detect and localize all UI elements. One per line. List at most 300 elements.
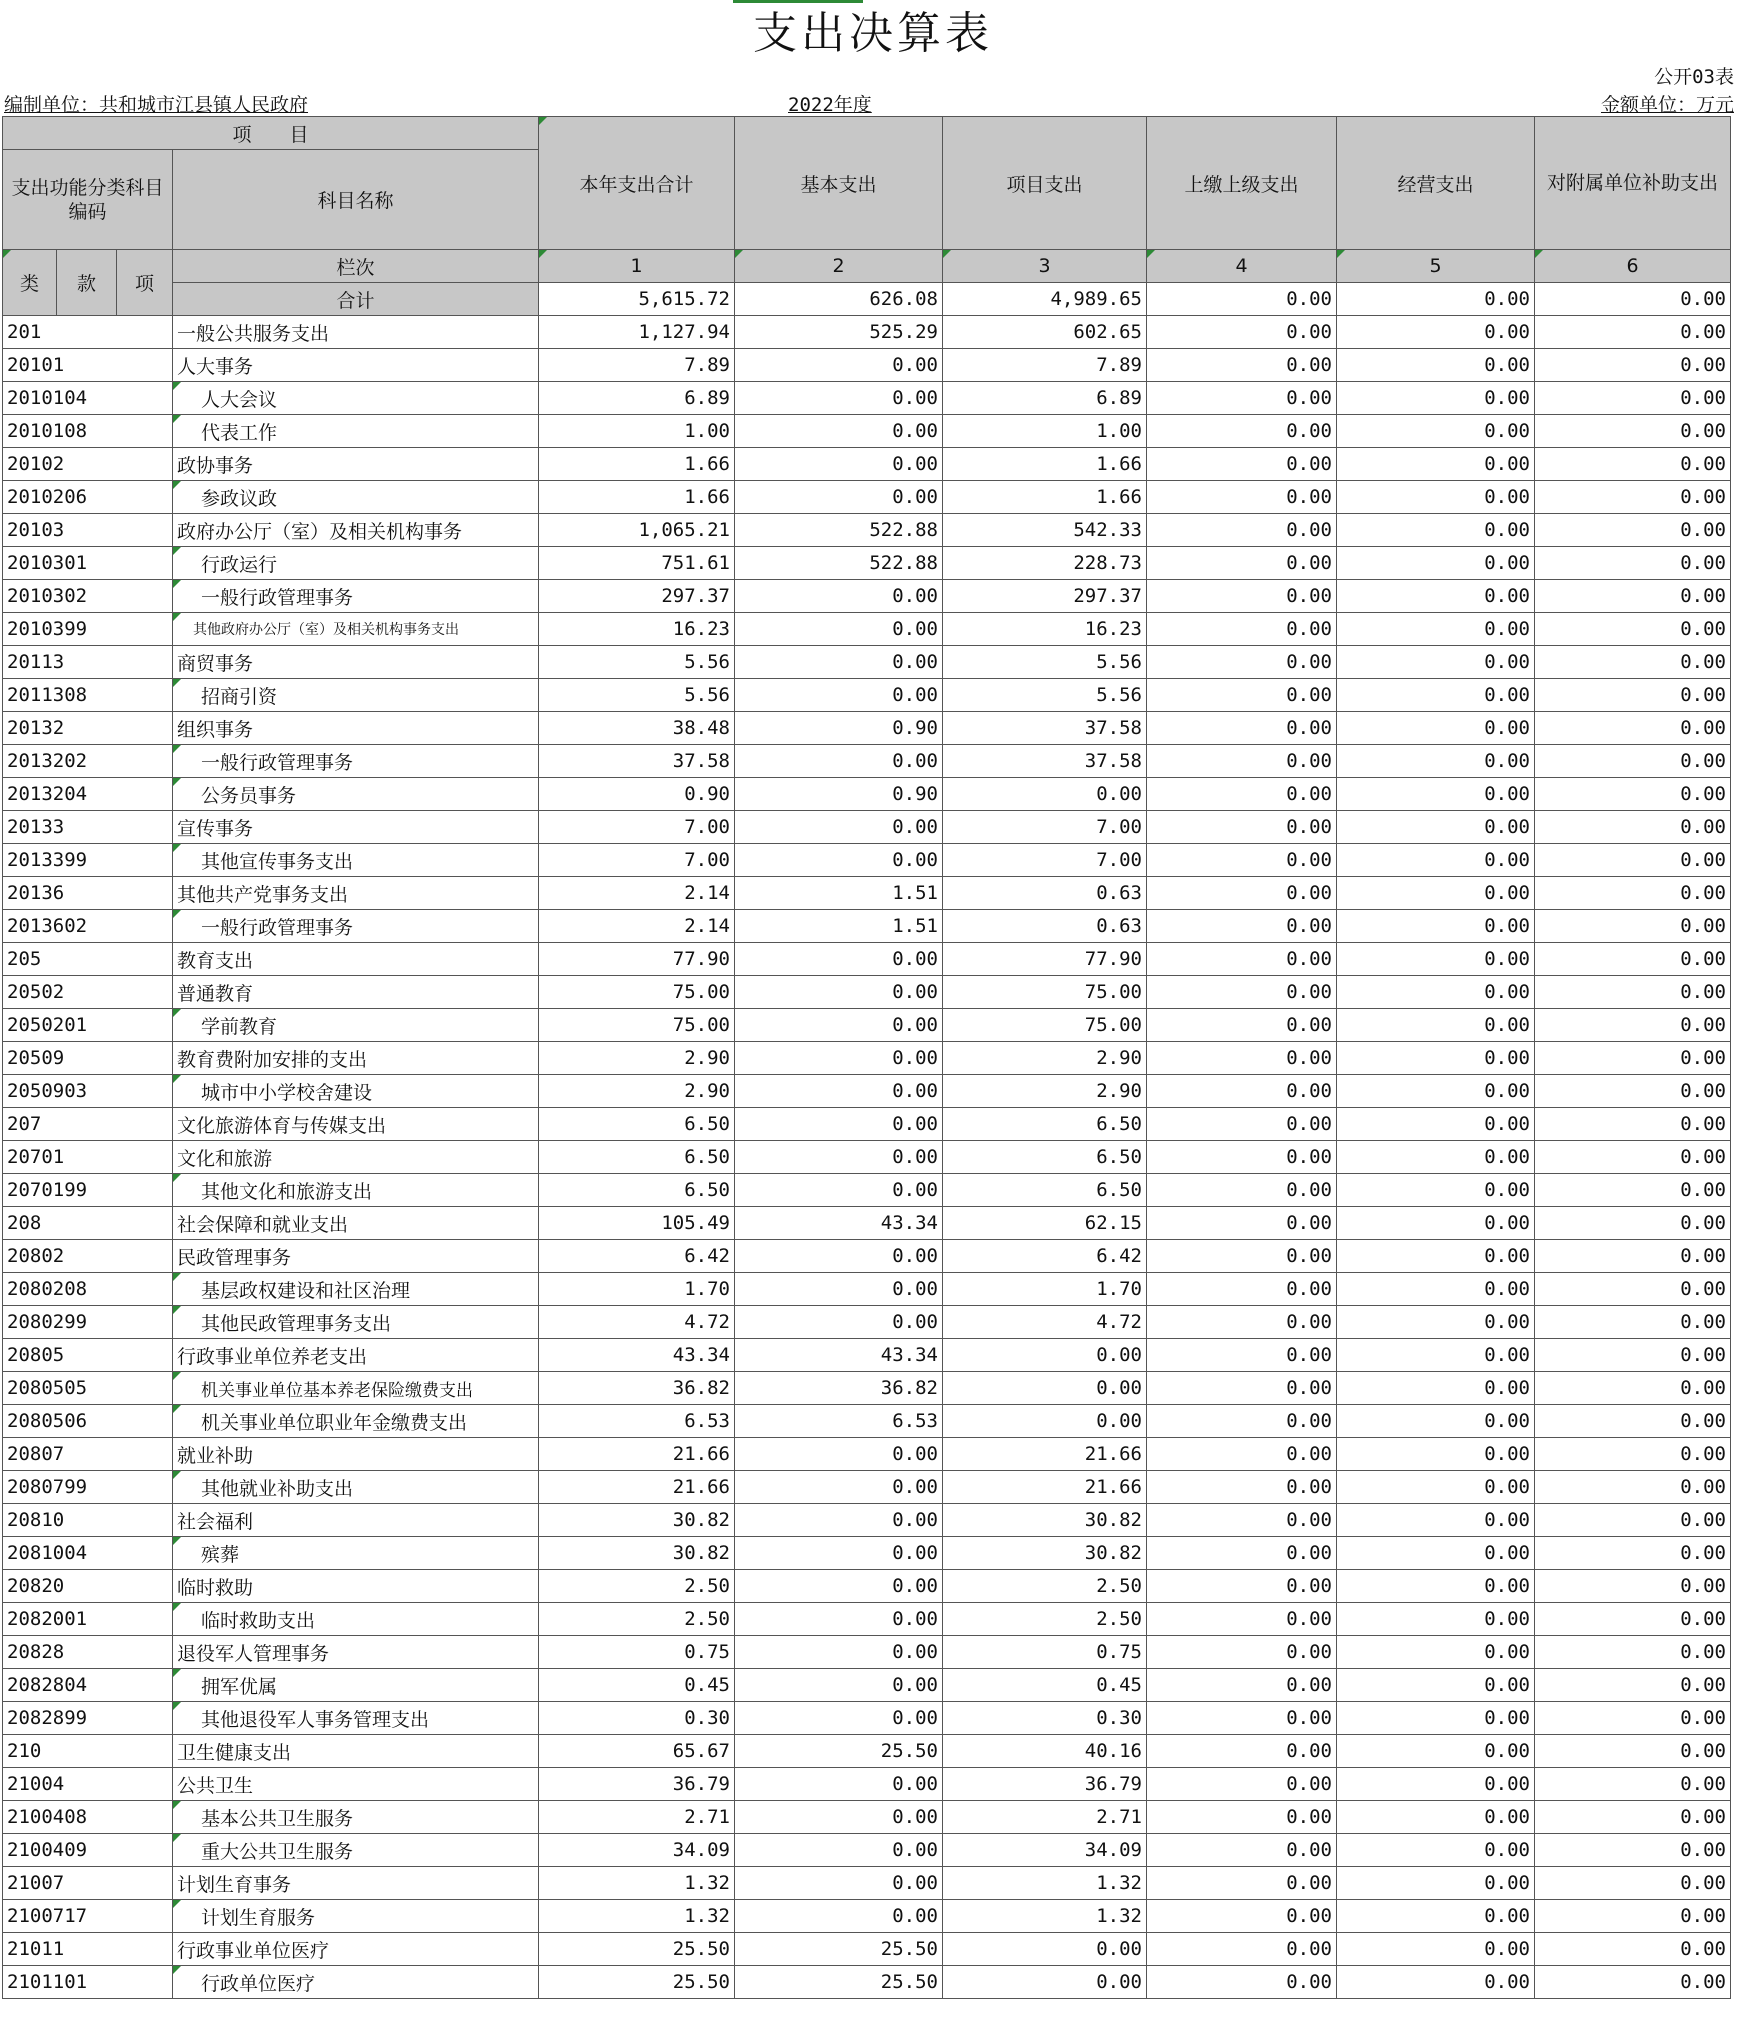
amount-cell[interactable]: 0.00 (1147, 745, 1337, 778)
subject-name-cell[interactable]: 其他退役军人事务管理支出 (173, 1702, 539, 1735)
amount-cell[interactable]: 0.00 (1535, 514, 1731, 547)
subject-name-cell[interactable]: 退役军人管理事务 (173, 1636, 539, 1669)
amount-cell[interactable]: 0.00 (735, 1834, 943, 1867)
amount-cell[interactable]: 0.00 (735, 811, 943, 844)
amount-cell[interactable]: 0.00 (1535, 1042, 1731, 1075)
amount-cell[interactable]: 0.00 (1535, 1603, 1731, 1636)
amount-cell[interactable]: 0.00 (1535, 1735, 1731, 1768)
amount-cell[interactable]: 0.00 (1337, 448, 1535, 481)
total-cell[interactable]: 0.00 (1535, 283, 1731, 316)
subject-code-cell[interactable]: 20103 (3, 514, 173, 547)
amount-cell[interactable]: 7.00 (943, 811, 1147, 844)
amount-cell[interactable]: 0.00 (943, 1339, 1147, 1372)
amount-cell[interactable]: 1.32 (943, 1900, 1147, 1933)
subject-name-cell[interactable]: 宣传事务 (173, 811, 539, 844)
amount-cell[interactable]: 0.75 (943, 1636, 1147, 1669)
amount-cell[interactable]: 0.00 (1337, 1108, 1535, 1141)
amount-cell[interactable]: 0.63 (943, 910, 1147, 943)
amount-cell[interactable]: 2.50 (539, 1603, 735, 1636)
amount-cell[interactable]: 7.89 (539, 349, 735, 382)
amount-cell[interactable]: 522.88 (735, 547, 943, 580)
amount-cell[interactable]: 0.00 (1337, 415, 1535, 448)
amount-cell[interactable]: 1,065.21 (539, 514, 735, 547)
subject-code-cell[interactable]: 210 (3, 1735, 173, 1768)
amount-cell[interactable]: 0.00 (1337, 811, 1535, 844)
amount-cell[interactable]: 0.00 (735, 1438, 943, 1471)
amount-cell[interactable]: 0.00 (1535, 1801, 1731, 1834)
amount-cell[interactable]: 0.00 (1147, 514, 1337, 547)
amount-cell[interactable]: 0.00 (735, 481, 943, 514)
amount-cell[interactable]: 0.00 (1147, 1537, 1337, 1570)
amount-cell[interactable]: 0.00 (1337, 1471, 1535, 1504)
subject-code-cell[interactable]: 2050903 (3, 1075, 173, 1108)
amount-cell[interactable]: 0.00 (1147, 1207, 1337, 1240)
amount-cell[interactable]: 2.90 (539, 1075, 735, 1108)
amount-cell[interactable]: 0.00 (1535, 1438, 1731, 1471)
amount-cell[interactable]: 0.00 (1535, 1009, 1731, 1042)
amount-cell[interactable]: 5.56 (539, 646, 735, 679)
subject-code-cell[interactable]: 2082804 (3, 1669, 173, 1702)
amount-cell[interactable]: 0.00 (735, 1240, 943, 1273)
amount-cell[interactable]: 0.00 (1337, 1768, 1535, 1801)
amount-cell[interactable]: 0.00 (1337, 1900, 1535, 1933)
amount-cell[interactable]: 0.00 (1337, 1339, 1535, 1372)
amount-cell[interactable]: 0.45 (539, 1669, 735, 1702)
subject-name-cell[interactable]: 一般行政管理事务 (173, 580, 539, 613)
amount-cell[interactable]: 34.09 (943, 1834, 1147, 1867)
amount-cell[interactable]: 36.79 (943, 1768, 1147, 1801)
amount-cell[interactable]: 0.00 (1535, 1966, 1731, 1999)
subject-code-cell[interactable]: 20807 (3, 1438, 173, 1471)
subject-code-cell[interactable]: 205 (3, 943, 173, 976)
amount-cell[interactable]: 6.50 (943, 1108, 1147, 1141)
amount-cell[interactable]: 0.00 (1147, 1801, 1337, 1834)
amount-cell[interactable]: 0.00 (735, 1801, 943, 1834)
subject-name-cell[interactable]: 人大事务 (173, 349, 539, 382)
subject-code-cell[interactable]: 20802 (3, 1240, 173, 1273)
subject-name-cell[interactable]: 商贸事务 (173, 646, 539, 679)
subject-code-cell[interactable]: 20102 (3, 448, 173, 481)
amount-cell[interactable]: 0.00 (1535, 1339, 1731, 1372)
amount-cell[interactable]: 0.00 (1147, 1009, 1337, 1042)
amount-cell[interactable]: 0.00 (735, 1867, 943, 1900)
amount-cell[interactable]: 16.23 (943, 613, 1147, 646)
amount-cell[interactable]: 1.00 (943, 415, 1147, 448)
amount-cell[interactable]: 0.00 (1535, 1669, 1731, 1702)
amount-cell[interactable]: 0.00 (1535, 877, 1731, 910)
amount-cell[interactable]: 0.00 (1337, 1438, 1535, 1471)
amount-cell[interactable]: 0.00 (1535, 481, 1731, 514)
amount-cell[interactable]: 0.00 (735, 1768, 943, 1801)
amount-cell[interactable]: 6.89 (943, 382, 1147, 415)
amount-cell[interactable]: 0.00 (1535, 382, 1731, 415)
amount-cell[interactable]: 43.34 (735, 1339, 943, 1372)
amount-cell[interactable]: 1,127.94 (539, 316, 735, 349)
amount-cell[interactable]: 0.00 (735, 1570, 943, 1603)
amount-cell[interactable]: 0.00 (735, 613, 943, 646)
amount-cell[interactable]: 0.00 (1535, 349, 1731, 382)
amount-cell[interactable]: 21.66 (539, 1438, 735, 1471)
amount-cell[interactable]: 0.00 (1337, 1933, 1535, 1966)
amount-cell[interactable]: 1.70 (539, 1273, 735, 1306)
amount-cell[interactable]: 4.72 (943, 1306, 1147, 1339)
amount-cell[interactable]: 6.89 (539, 382, 735, 415)
amount-cell[interactable]: 0.00 (1535, 679, 1731, 712)
amount-cell[interactable]: 0.00 (735, 382, 943, 415)
amount-cell[interactable]: 37.58 (943, 712, 1147, 745)
amount-cell[interactable]: 0.00 (735, 745, 943, 778)
subject-code-cell[interactable]: 20113 (3, 646, 173, 679)
amount-cell[interactable]: 1.66 (943, 448, 1147, 481)
amount-cell[interactable]: 1.00 (539, 415, 735, 448)
amount-cell[interactable]: 25.50 (539, 1933, 735, 1966)
subject-code-cell[interactable]: 20136 (3, 877, 173, 910)
subject-code-cell[interactable]: 2080799 (3, 1471, 173, 1504)
amount-cell[interactable]: 0.00 (1337, 1075, 1535, 1108)
amount-cell[interactable]: 0.00 (1337, 1867, 1535, 1900)
amount-cell[interactable]: 0.00 (735, 1471, 943, 1504)
amount-cell[interactable]: 0.00 (1535, 1504, 1731, 1537)
amount-cell[interactable]: 0.00 (943, 1372, 1147, 1405)
subject-name-cell[interactable]: 参政议政 (173, 481, 539, 514)
amount-cell[interactable]: 6.50 (943, 1174, 1147, 1207)
amount-cell[interactable]: 0.00 (1337, 877, 1535, 910)
amount-cell[interactable]: 7.00 (539, 811, 735, 844)
subject-name-cell[interactable]: 社会保障和就业支出 (173, 1207, 539, 1240)
amount-cell[interactable]: 0.00 (1337, 646, 1535, 679)
amount-cell[interactable]: 0.00 (1147, 1405, 1337, 1438)
amount-cell[interactable]: 77.90 (539, 943, 735, 976)
amount-cell[interactable]: 0.00 (1337, 1504, 1535, 1537)
amount-cell[interactable]: 0.00 (1535, 1240, 1731, 1273)
subject-name-cell[interactable]: 教育费附加安排的支出 (173, 1042, 539, 1075)
amount-cell[interactable]: 77.90 (943, 943, 1147, 976)
amount-cell[interactable]: 0.00 (1147, 1900, 1337, 1933)
subject-code-cell[interactable]: 20509 (3, 1042, 173, 1075)
subject-name-cell[interactable]: 临时救助 (173, 1570, 539, 1603)
amount-cell[interactable]: 0.00 (1535, 1570, 1731, 1603)
subject-name-cell[interactable]: 机关事业单位职业年金缴费支出 (173, 1405, 539, 1438)
amount-cell[interactable]: 0.00 (1535, 613, 1731, 646)
subject-code-cell[interactable]: 20132 (3, 712, 173, 745)
amount-cell[interactable]: 0.00 (1147, 547, 1337, 580)
amount-cell[interactable]: 1.32 (943, 1867, 1147, 1900)
subject-name-cell[interactable]: 机关事业单位基本养老保险缴费支出 (173, 1372, 539, 1405)
amount-cell[interactable]: 75.00 (539, 976, 735, 1009)
amount-cell[interactable]: 0.00 (1337, 679, 1535, 712)
subject-code-cell[interactable]: 2100408 (3, 1801, 173, 1834)
subject-name-cell[interactable]: 计划生育事务 (173, 1867, 539, 1900)
amount-cell[interactable]: 0.00 (1147, 1702, 1337, 1735)
amount-cell[interactable]: 0.00 (1147, 1834, 1337, 1867)
subject-code-cell[interactable]: 20133 (3, 811, 173, 844)
subject-name-cell[interactable]: 一般行政管理事务 (173, 745, 539, 778)
amount-cell[interactable]: 542.33 (943, 514, 1147, 547)
subject-name-cell[interactable]: 其他民政管理事务支出 (173, 1306, 539, 1339)
subject-name-cell[interactable]: 公共卫生 (173, 1768, 539, 1801)
amount-cell[interactable]: 0.00 (1147, 811, 1337, 844)
amount-cell[interactable]: 228.73 (943, 547, 1147, 580)
amount-cell[interactable]: 25.50 (735, 1966, 943, 1999)
amount-cell[interactable]: 0.00 (735, 1504, 943, 1537)
subject-code-cell[interactable]: 2082899 (3, 1702, 173, 1735)
amount-cell[interactable]: 0.75 (539, 1636, 735, 1669)
subject-name-cell[interactable]: 政府办公厅（室）及相关机构事务 (173, 514, 539, 547)
amount-cell[interactable]: 0.00 (1337, 1372, 1535, 1405)
amount-cell[interactable]: 7.00 (943, 844, 1147, 877)
amount-cell[interactable]: 0.00 (1535, 745, 1731, 778)
amount-cell[interactable]: 34.09 (539, 1834, 735, 1867)
amount-cell[interactable]: 0.00 (1535, 976, 1731, 1009)
amount-cell[interactable]: 1.32 (539, 1867, 735, 1900)
amount-cell[interactable]: 0.00 (1337, 316, 1535, 349)
amount-cell[interactable]: 0.00 (1147, 1240, 1337, 1273)
amount-cell[interactable]: 522.88 (735, 514, 943, 547)
amount-cell[interactable]: 25.50 (539, 1966, 735, 1999)
subject-code-cell[interactable]: 20810 (3, 1504, 173, 1537)
amount-cell[interactable]: 0.00 (1147, 1603, 1337, 1636)
amount-cell[interactable]: 0.00 (1147, 613, 1337, 646)
amount-cell[interactable]: 0.00 (1535, 1273, 1731, 1306)
subject-code-cell[interactable]: 2080506 (3, 1405, 173, 1438)
amount-cell[interactable]: 0.00 (1337, 481, 1535, 514)
amount-cell[interactable]: 0.00 (1337, 1603, 1535, 1636)
subject-name-cell[interactable]: 其他宣传事务支出 (173, 844, 539, 877)
amount-cell[interactable]: 1.66 (539, 448, 735, 481)
amount-cell[interactable]: 0.00 (1147, 1273, 1337, 1306)
amount-cell[interactable]: 2.90 (539, 1042, 735, 1075)
amount-cell[interactable]: 0.00 (1147, 877, 1337, 910)
amount-cell[interactable]: 0.45 (943, 1669, 1147, 1702)
amount-cell[interactable]: 40.16 (943, 1735, 1147, 1768)
subject-code-cell[interactable]: 2013399 (3, 844, 173, 877)
subject-code-cell[interactable]: 2010206 (3, 481, 173, 514)
amount-cell[interactable]: 0.00 (735, 1537, 943, 1570)
amount-cell[interactable]: 0.00 (1337, 349, 1535, 382)
amount-cell[interactable]: 0.00 (1535, 1372, 1731, 1405)
amount-cell[interactable]: 0.00 (1147, 1471, 1337, 1504)
amount-cell[interactable]: 36.82 (735, 1372, 943, 1405)
amount-cell[interactable]: 0.00 (1147, 1570, 1337, 1603)
subject-code-cell[interactable]: 2080299 (3, 1306, 173, 1339)
subject-name-cell[interactable]: 政协事务 (173, 448, 539, 481)
amount-cell[interactable]: 0.00 (735, 679, 943, 712)
amount-cell[interactable]: 2.90 (943, 1075, 1147, 1108)
subject-name-cell[interactable]: 普通教育 (173, 976, 539, 1009)
subject-code-cell[interactable]: 2050201 (3, 1009, 173, 1042)
amount-cell[interactable]: 0.00 (1337, 1042, 1535, 1075)
subject-code-cell[interactable]: 208 (3, 1207, 173, 1240)
amount-cell[interactable]: 0.00 (735, 1306, 943, 1339)
amount-cell[interactable]: 0.00 (735, 1108, 943, 1141)
amount-cell[interactable]: 0.00 (1337, 778, 1535, 811)
amount-cell[interactable]: 6.42 (943, 1240, 1147, 1273)
amount-cell[interactable]: 0.00 (1337, 1636, 1535, 1669)
amount-cell[interactable]: 2.14 (539, 910, 735, 943)
amount-cell[interactable]: 0.00 (735, 1603, 943, 1636)
subject-name-cell[interactable]: 一般行政管理事务 (173, 910, 539, 943)
amount-cell[interactable]: 0.00 (1337, 1669, 1535, 1702)
amount-cell[interactable]: 0.00 (1147, 976, 1337, 1009)
amount-cell[interactable]: 0.00 (1147, 679, 1337, 712)
amount-cell[interactable]: 62.15 (943, 1207, 1147, 1240)
subject-code-cell[interactable]: 20701 (3, 1141, 173, 1174)
subject-name-cell[interactable]: 行政单位医疗 (173, 1966, 539, 1999)
amount-cell[interactable]: 0.00 (1147, 646, 1337, 679)
amount-cell[interactable]: 0.00 (735, 448, 943, 481)
amount-cell[interactable]: 0.00 (1535, 1768, 1731, 1801)
amount-cell[interactable]: 0.00 (735, 1174, 943, 1207)
subject-code-cell[interactable]: 2013602 (3, 910, 173, 943)
amount-cell[interactable]: 6.53 (735, 1405, 943, 1438)
amount-cell[interactable]: 0.00 (1337, 1405, 1535, 1438)
amount-cell[interactable]: 0.00 (1147, 1339, 1337, 1372)
subject-code-cell[interactable]: 2010302 (3, 580, 173, 613)
amount-cell[interactable]: 5.56 (943, 646, 1147, 679)
amount-cell[interactable]: 0.00 (1147, 1933, 1337, 1966)
amount-cell[interactable]: 0.00 (1535, 547, 1731, 580)
amount-cell[interactable]: 0.00 (1535, 1933, 1731, 1966)
total-cell[interactable]: 0.00 (1147, 283, 1337, 316)
amount-cell[interactable]: 0.00 (1535, 811, 1731, 844)
subject-code-cell[interactable]: 21011 (3, 1933, 173, 1966)
amount-cell[interactable]: 0.00 (735, 646, 943, 679)
amount-cell[interactable]: 0.00 (735, 1141, 943, 1174)
subject-code-cell[interactable]: 20805 (3, 1339, 173, 1372)
amount-cell[interactable]: 0.00 (1535, 1141, 1731, 1174)
amount-cell[interactable]: 0.00 (1147, 349, 1337, 382)
amount-cell[interactable]: 30.82 (539, 1504, 735, 1537)
amount-cell[interactable]: 75.00 (943, 976, 1147, 1009)
amount-cell[interactable]: 6.50 (943, 1141, 1147, 1174)
amount-cell[interactable]: 0.00 (735, 943, 943, 976)
amount-cell[interactable]: 0.00 (943, 1966, 1147, 1999)
amount-cell[interactable]: 25.50 (735, 1933, 943, 1966)
subject-name-cell[interactable]: 行政事业单位医疗 (173, 1933, 539, 1966)
subject-name-cell[interactable]: 基本公共卫生服务 (173, 1801, 539, 1834)
subject-code-cell[interactable]: 2080208 (3, 1273, 173, 1306)
subject-name-cell[interactable]: 教育支出 (173, 943, 539, 976)
amount-cell[interactable]: 7.89 (943, 349, 1147, 382)
amount-cell[interactable]: 4.72 (539, 1306, 735, 1339)
amount-cell[interactable]: 0.00 (1535, 1702, 1731, 1735)
amount-cell[interactable]: 2.50 (539, 1570, 735, 1603)
amount-cell[interactable]: 0.90 (735, 712, 943, 745)
amount-cell[interactable]: 751.61 (539, 547, 735, 580)
subject-code-cell[interactable]: 20820 (3, 1570, 173, 1603)
amount-cell[interactable]: 0.00 (735, 1042, 943, 1075)
amount-cell[interactable]: 0.00 (1337, 976, 1535, 1009)
amount-cell[interactable]: 2.14 (539, 877, 735, 910)
amount-cell[interactable]: 0.00 (1147, 1372, 1337, 1405)
subject-code-cell[interactable]: 2010301 (3, 547, 173, 580)
amount-cell[interactable]: 1.51 (735, 910, 943, 943)
subject-name-cell[interactable]: 文化和旅游 (173, 1141, 539, 1174)
subject-code-cell[interactable]: 2100409 (3, 1834, 173, 1867)
amount-cell[interactable]: 0.00 (735, 976, 943, 1009)
amount-cell[interactable]: 0.90 (539, 778, 735, 811)
amount-cell[interactable]: 30.82 (943, 1537, 1147, 1570)
amount-cell[interactable]: 43.34 (539, 1339, 735, 1372)
subject-code-cell[interactable]: 2011308 (3, 679, 173, 712)
amount-cell[interactable]: 0.00 (1337, 1537, 1535, 1570)
amount-cell[interactable]: 0.00 (1535, 712, 1731, 745)
subject-name-cell[interactable]: 其他政府办公厅（室）及相关机构事务支出 (173, 613, 539, 646)
amount-cell[interactable]: 0.00 (1535, 943, 1731, 976)
subject-name-cell[interactable]: 人大会议 (173, 382, 539, 415)
amount-cell[interactable]: 0.00 (1147, 1306, 1337, 1339)
amount-cell[interactable]: 0.00 (1337, 547, 1535, 580)
amount-cell[interactable]: 0.00 (1147, 415, 1337, 448)
amount-cell[interactable]: 2.90 (943, 1042, 1147, 1075)
amount-cell[interactable]: 0.30 (539, 1702, 735, 1735)
amount-cell[interactable]: 0.00 (1147, 1669, 1337, 1702)
amount-cell[interactable]: 1.66 (943, 481, 1147, 514)
amount-cell[interactable]: 1.70 (943, 1273, 1147, 1306)
amount-cell[interactable]: 0.00 (1147, 1108, 1337, 1141)
amount-cell[interactable]: 0.00 (1535, 580, 1731, 613)
amount-cell[interactable]: 37.58 (539, 745, 735, 778)
subject-name-cell[interactable]: 计划生育服务 (173, 1900, 539, 1933)
amount-cell[interactable]: 6.42 (539, 1240, 735, 1273)
subject-name-cell[interactable]: 民政管理事务 (173, 1240, 539, 1273)
amount-cell[interactable]: 1.66 (539, 481, 735, 514)
amount-cell[interactable]: 6.50 (539, 1141, 735, 1174)
amount-cell[interactable]: 6.50 (539, 1108, 735, 1141)
amount-cell[interactable]: 0.00 (1147, 316, 1337, 349)
amount-cell[interactable]: 0.00 (1535, 1537, 1731, 1570)
subject-name-cell[interactable]: 拥军优属 (173, 1669, 539, 1702)
amount-cell[interactable]: 0.00 (1337, 1735, 1535, 1768)
amount-cell[interactable]: 0.00 (1535, 1867, 1731, 1900)
subject-code-cell[interactable]: 2013204 (3, 778, 173, 811)
amount-cell[interactable]: 75.00 (539, 1009, 735, 1042)
amount-cell[interactable]: 2.71 (539, 1801, 735, 1834)
subject-code-cell[interactable]: 2010108 (3, 415, 173, 448)
amount-cell[interactable]: 0.00 (1147, 1042, 1337, 1075)
subject-code-cell[interactable]: 20502 (3, 976, 173, 1009)
amount-cell[interactable]: 0.30 (943, 1702, 1147, 1735)
subject-name-cell[interactable]: 其他就业补助支出 (173, 1471, 539, 1504)
subject-name-cell[interactable]: 其他文化和旅游支出 (173, 1174, 539, 1207)
amount-cell[interactable]: 1.51 (735, 877, 943, 910)
total-cell[interactable]: 0.00 (1337, 283, 1535, 316)
amount-cell[interactable]: 0.00 (1535, 1834, 1731, 1867)
amount-cell[interactable]: 37.58 (943, 745, 1147, 778)
amount-cell[interactable]: 0.00 (1337, 1240, 1535, 1273)
amount-cell[interactable]: 25.50 (735, 1735, 943, 1768)
amount-cell[interactable]: 0.00 (1337, 580, 1535, 613)
amount-cell[interactable]: 75.00 (943, 1009, 1147, 1042)
amount-cell[interactable]: 0.00 (735, 580, 943, 613)
amount-cell[interactable]: 0.00 (1535, 1174, 1731, 1207)
amount-cell[interactable]: 16.23 (539, 613, 735, 646)
subject-name-cell[interactable]: 基层政权建设和社区治理 (173, 1273, 539, 1306)
amount-cell[interactable]: 43.34 (735, 1207, 943, 1240)
subject-name-cell[interactable]: 行政运行 (173, 547, 539, 580)
amount-cell[interactable]: 0.00 (1337, 1834, 1535, 1867)
amount-cell[interactable]: 0.00 (735, 844, 943, 877)
amount-cell[interactable]: 0.00 (1535, 1075, 1731, 1108)
total-cell[interactable]: 5,615.72 (539, 283, 735, 316)
amount-cell[interactable]: 2.71 (943, 1801, 1147, 1834)
subject-name-cell[interactable]: 代表工作 (173, 415, 539, 448)
subject-name-cell[interactable]: 临时救助支出 (173, 1603, 539, 1636)
amount-cell[interactable]: 0.00 (1147, 1735, 1337, 1768)
amount-cell[interactable]: 36.82 (539, 1372, 735, 1405)
subject-code-cell[interactable]: 2101101 (3, 1966, 173, 1999)
amount-cell[interactable]: 0.00 (1147, 778, 1337, 811)
